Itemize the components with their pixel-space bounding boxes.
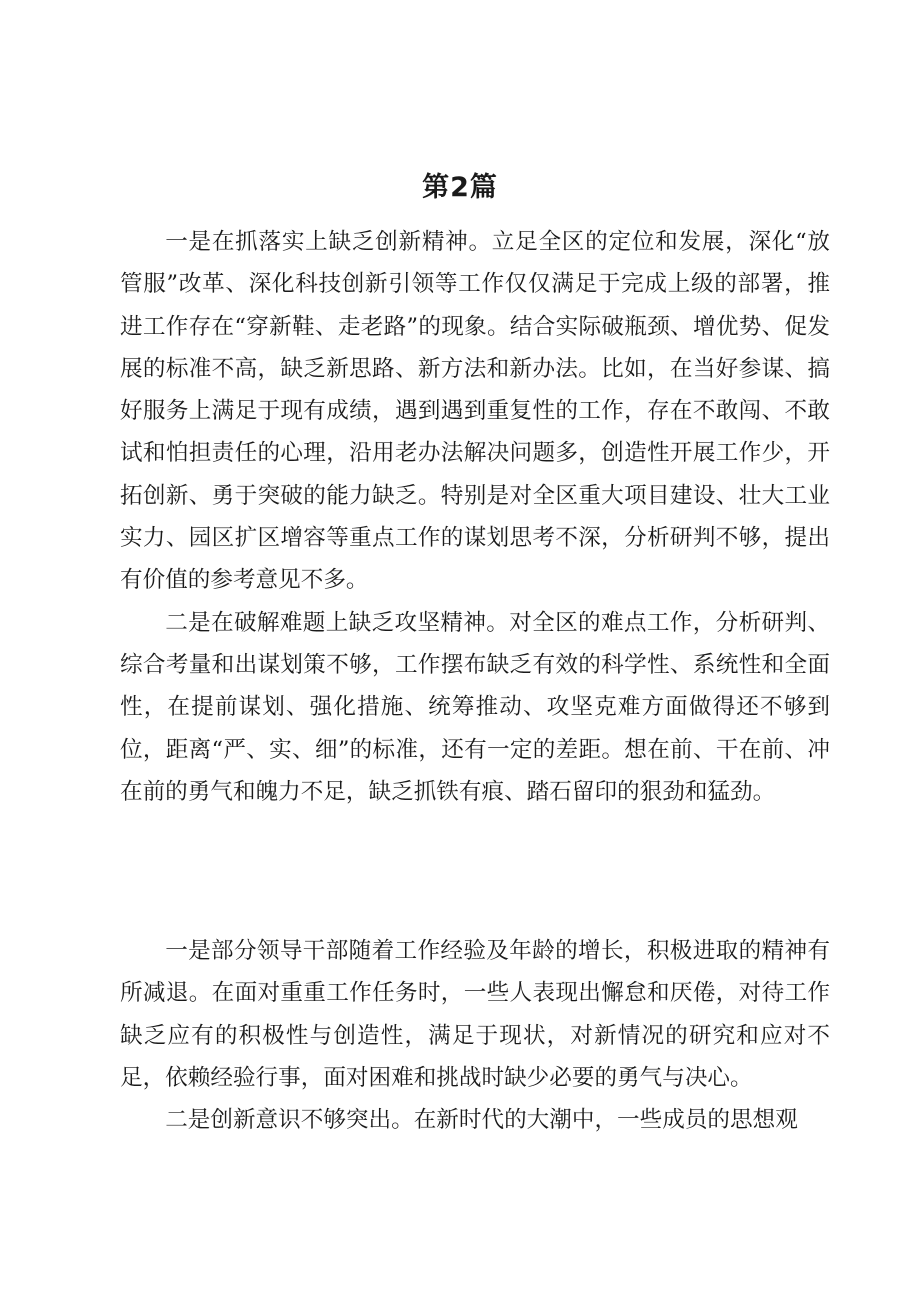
paragraph: 二是创新意识不够突出。在新时代的大潮中，一些成员的思想观 xyxy=(165,1107,798,1134)
paragraph: 二是在破解难题上缺乏攻坚精神。对全区的难点工作，分析研判、综合考量和出谋划策不够，工作摆布缺乏有效的科学性、系统性和全面性，在提前谋划、强化措施、统筹推动、攻坚克难方面做得还不够到位，距离“严、实、细”的标准，还有一定的差距。想在前、干在前、冲在前的勇气和魄力不足，缺乏抓铁有痕、踏石留印的狠劲和猛劲。 xyxy=(120,609,830,805)
section-block-1 xyxy=(120,221,830,813)
section-block-2 xyxy=(120,930,830,1141)
page-title: 第2篇 xyxy=(422,172,498,203)
paragraph: 一是在抓落实上缺乏创新精神。立足全区的定位和发展，深化“放管服”改革、深化科技创新引领等工作仅仅满足于完成上级的部署，推进工作存在“穿新鞋、走老路”的现象。结合实际破瓶颈、增优势、促发展的标准不高，缺乏新思路、新方法和新办法。比如，在当好参谋、搞好服务上满足于现有成绩，遇到遇到重复性的工作，存在不敢闯、不敢试和怕担责任的心理，沿用老办法解决问题多，创造性开展工作少，开拓创新、勇于突破的能力缺乏。特别是对全区重大项目建设、壮大工业实力、园区扩区增容等重点工作的谋划思考不深，分析研判不够，提出有价值的参考意见不多。 xyxy=(120,229,830,594)
paragraph: 一是部分领导干部随着工作经验及年龄的增长，积极进取的精神有所减退。在面对重重工作任务时，一些人表现出懈怠和厌倦，对待工作缺乏应有的积极性与创造性，满足于现状，对新情况的研究和应对不足，依赖经验行事，面对困难和挑战时缺少必要的勇气与决心。 xyxy=(120,938,830,1091)
